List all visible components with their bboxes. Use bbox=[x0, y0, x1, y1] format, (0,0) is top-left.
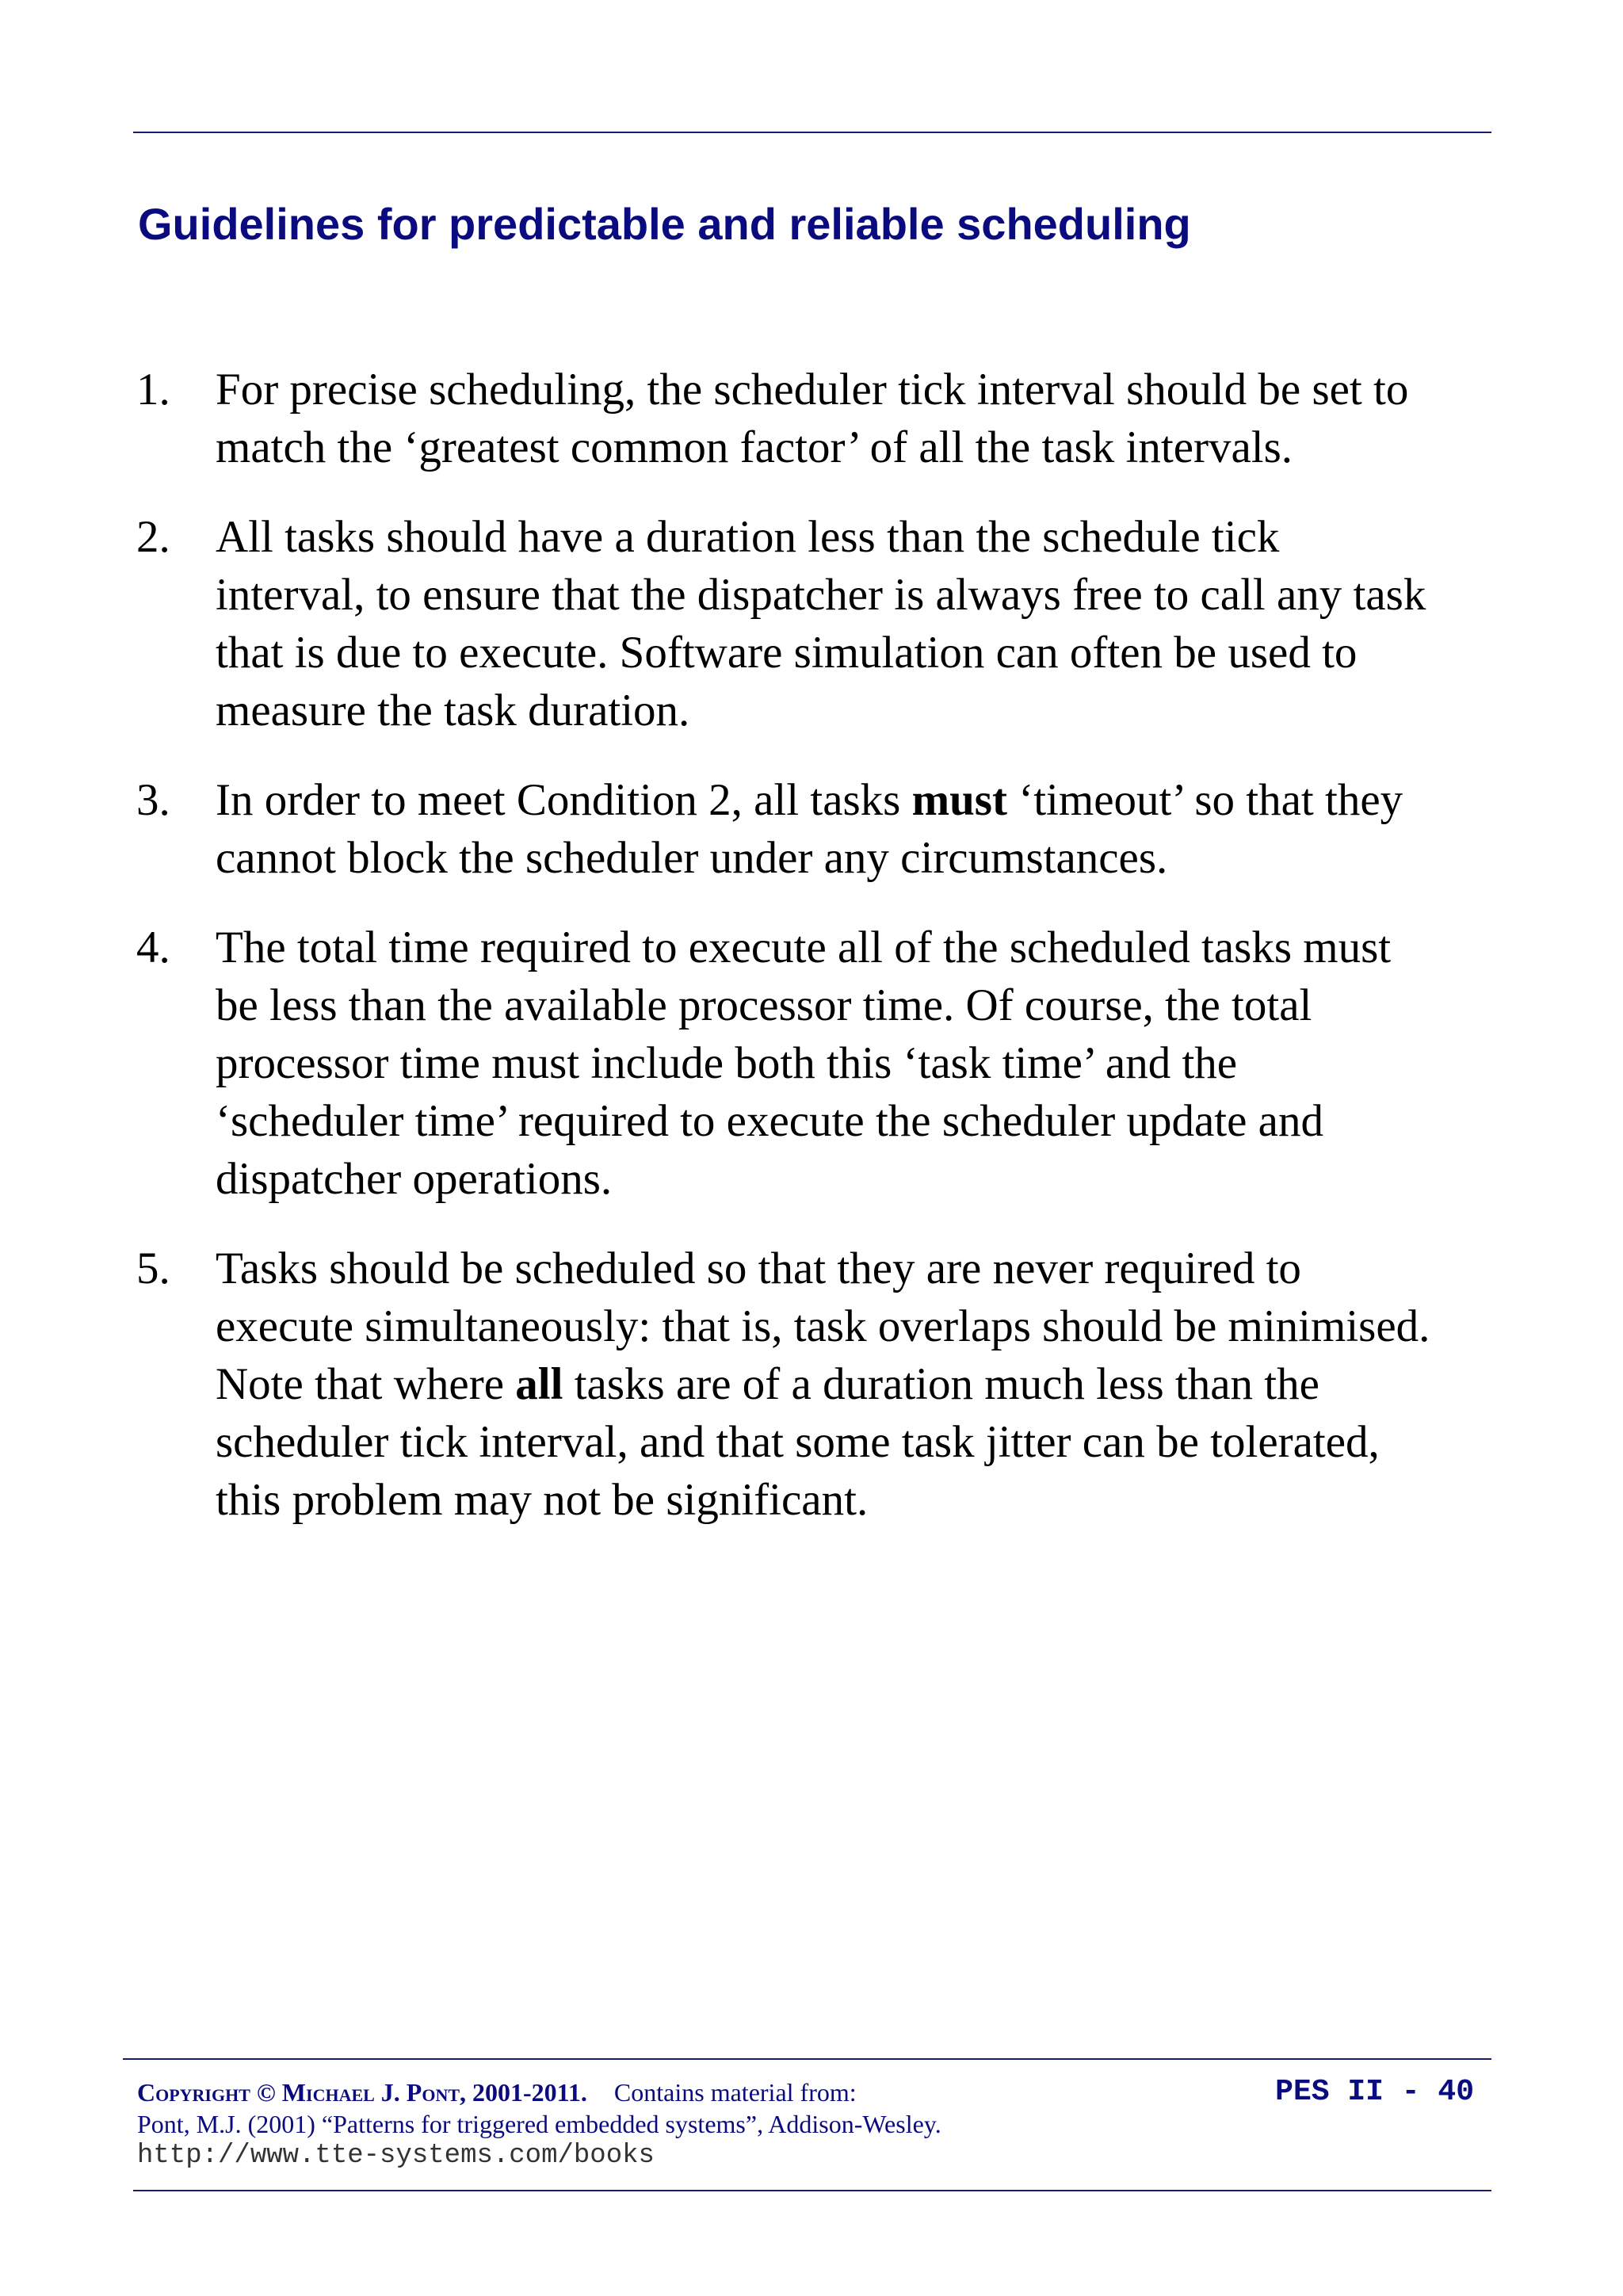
guideline-text-after: ‘timeout’ so that they cannot block the scheduler under any circumstances. bbox=[216, 775, 1403, 883]
guideline-number: 4. bbox=[136, 923, 170, 972]
guideline-item-2 bbox=[136, 508, 1436, 739]
guideline-text-before: Tasks should be scheduled so that they are never required to execute simultaneously: that is, task overlaps should be minimised. Note that where bbox=[216, 1244, 1430, 1409]
guideline-number: 1. bbox=[136, 365, 170, 415]
guideline-number: 3. bbox=[136, 775, 170, 825]
guideline-text-before: In order to meet Condition 2, all tasks bbox=[216, 775, 912, 825]
guideline-number: 2. bbox=[136, 512, 170, 562]
guideline-number: 5. bbox=[136, 1244, 170, 1293]
books-url: http://www.tte-systems.com/books bbox=[137, 2141, 655, 2171]
guideline-text-after: tasks are of a duration much less than the scheduler tick interval, and that some task jitter can be tolerated, this problem may not be significant. bbox=[216, 1359, 1380, 1525]
guideline-item-3 bbox=[136, 771, 1436, 887]
guideline-item-5 bbox=[136, 1240, 1436, 1529]
citation: Pont, M.J. (2001) “Patterns for triggered embedded systems”, Addison-Wesley. bbox=[137, 2110, 941, 2138]
guidelines-list bbox=[136, 361, 1436, 1561]
guideline-text: For precise scheduling, the scheduler tick interval should be set to match the ‘greatest common factor’ of all the task intervals. bbox=[216, 365, 1409, 472]
header-rule bbox=[133, 132, 1491, 133]
guideline-emphasis: must bbox=[911, 775, 1007, 825]
guideline-item-4 bbox=[136, 919, 1436, 1208]
guideline-text: The total time required to execute all of the scheduled tasks must be less than the available processor time. Of course, the total processor time must include both this ‘task time’ and the ‘scheduler time’ required to execute the scheduler update and dispatcher operations. bbox=[216, 923, 1392, 1204]
footer-rule-top bbox=[123, 2058, 1491, 2060]
copyright-notice: Copyright © Michael J. Pont, 2001-2011. bbox=[137, 2078, 587, 2107]
guideline-emphasis: all bbox=[515, 1359, 563, 1409]
page-title: Guidelines for predictable and reliable scheduling bbox=[138, 199, 1191, 249]
contains-material-note: Contains material from: bbox=[613, 2078, 857, 2107]
guideline-item-1 bbox=[136, 361, 1436, 476]
footer-rule-bottom bbox=[133, 2190, 1491, 2191]
page-reference: PES II - 40 bbox=[1275, 2075, 1474, 2109]
guideline-text: All tasks should have a duration less than the schedule tick interval, to ensure that the dispatcher is always free to call any task that is due to execute. Software simulation can often be used to measure the task duration. bbox=[216, 512, 1426, 735]
